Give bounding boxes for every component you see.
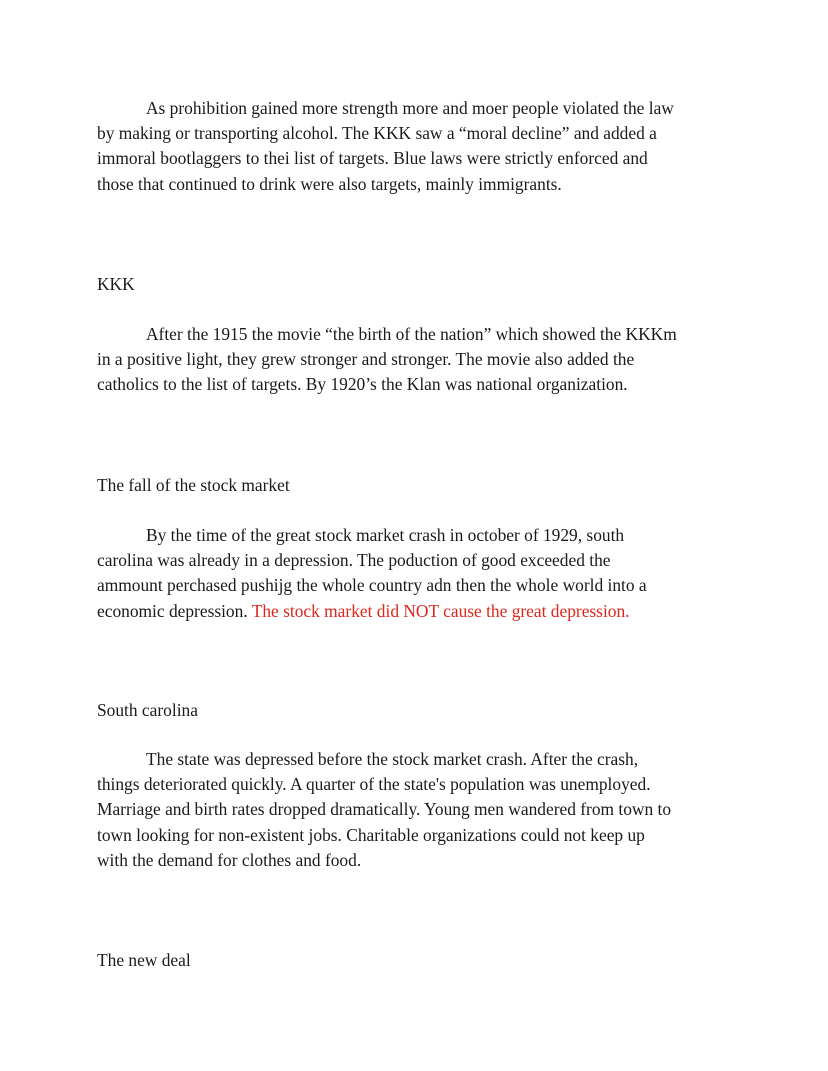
paragraph-line: immoral bootlaggers to thei list of targets. Blue laws were strictly enforced and — [97, 148, 648, 169]
paragraph-text: economic depression. — [97, 600, 252, 621]
paragraph-line: The state was depressed before the stock market crash. After the crash, — [146, 749, 639, 769]
south-carolina-heading: South carolina — [97, 700, 198, 720]
paragraph-line: by making or transporting alcohol. The KKK saw a “moral decline” and added a — [97, 123, 657, 144]
south-carolina-paragraph — [97, 747, 737, 873]
prohibition-paragraph — [97, 96, 737, 197]
paragraph-line: catholics to the list of targets. By 1920’s the Klan was national organization. — [97, 374, 628, 395]
stock-market-paragraph — [97, 523, 737, 624]
paragraph-line: those that continued to drink were also targets, mainly immigrants. — [97, 173, 562, 194]
new-deal-heading: The new deal — [97, 950, 191, 970]
paragraph-line: Marriage and birth rates dropped dramatically. Young men wandered from town to — [97, 799, 672, 820]
paragraph-line: By the time of the great stock market crash in october of 1929, south — [146, 525, 625, 545]
paragraph-line: with the demand for clothes and food. — [97, 849, 362, 870]
paragraph-line: in a positive light, they grew stronger and stronger. The movie also added the — [97, 349, 635, 370]
paragraph-line: ammount perchased pushijg the whole country adn then the whole world into a — [97, 575, 647, 596]
paragraph-line — [97, 599, 737, 624]
highlighted-red-text: The stock market did NOT cause the great depression. — [251, 600, 630, 621]
kkk-paragraph — [97, 322, 737, 398]
paragraph-line: carolina was already in a depression. The poduction of good exceeded the — [97, 550, 611, 571]
paragraph-line: things deteriorated quickly. A quarter of the state's population was unemployed. — [97, 774, 651, 795]
stock-market-heading: The fall of the stock market — [97, 475, 290, 495]
paragraph-line: After the 1915 the movie “the birth of the nation” which showed the KKKm — [146, 324, 677, 344]
paragraph-line: As prohibition gained more strength more and moer people violated the law — [146, 98, 674, 118]
paragraph-line: town looking for non-existent jobs. Charitable organizations could not keep up — [97, 824, 645, 845]
kkk-heading: KKK — [97, 274, 135, 294]
